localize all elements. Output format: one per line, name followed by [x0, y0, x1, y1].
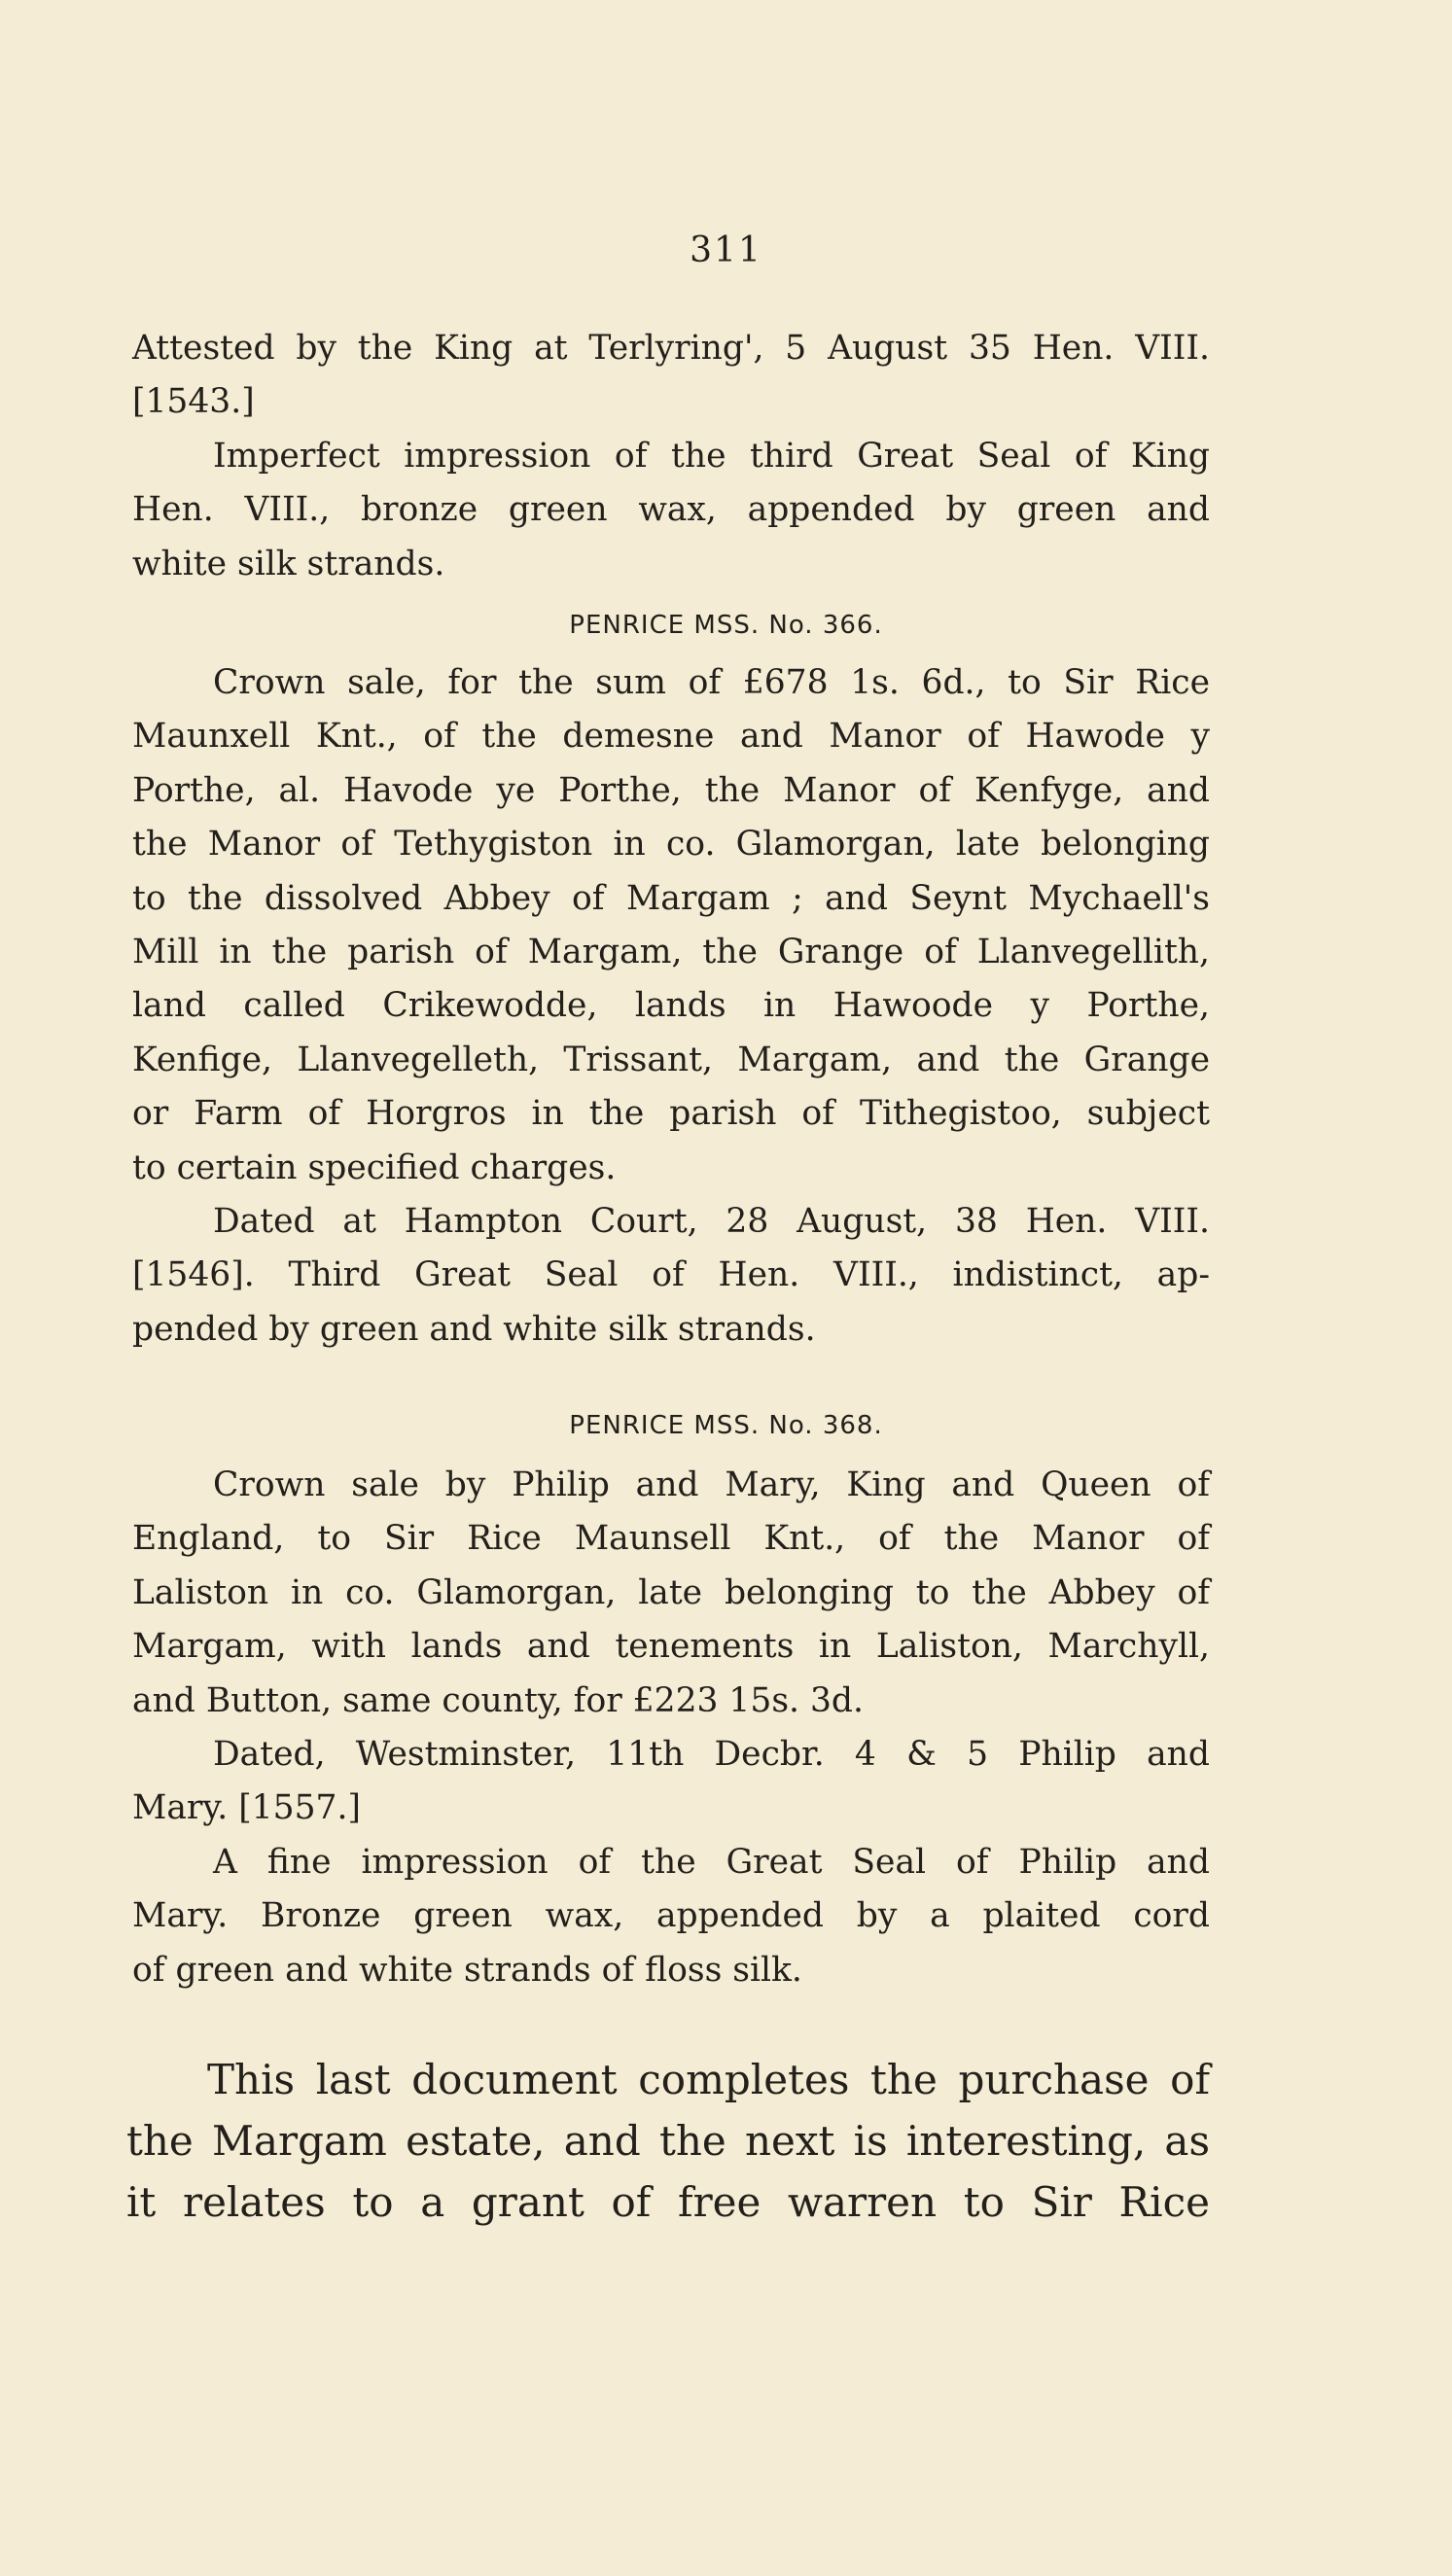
text-line: it relates to a grant of free warren to Sir Rice [126, 2178, 1210, 2226]
text-line: Attested by the King at Terlyring', 5 August 35 Hen. VIII. [132, 329, 1210, 368]
text-line: Kenfige, Llanvegelleth, Trissant, Margam, and the Grange [132, 1040, 1210, 1079]
text-line: the Manor of Tethygiston in co. Glamorgan, late belonging [132, 825, 1210, 865]
text-line: and Button, same county, for £223 15s. 3d. [132, 1680, 864, 1720]
text-line: Laliston in co. Glamorgan, late belonging to the Abbey of [132, 1572, 1210, 1612]
text-line: Imperfect impression of the third Great Seal of King [213, 436, 1210, 476]
text-line: Hen. VIII., bronze green wax, appended by green and [132, 490, 1210, 530]
text-line: land called Crikewodde, lands in Hawoode y Porthe, [132, 986, 1210, 1026]
text-line: to certain specified charges. [132, 1147, 617, 1187]
text-line: A fine impression of the Great Seal of Philip and [213, 1842, 1210, 1882]
text-line: Crown sale by Philip and Mary, King and Queen of [213, 1465, 1210, 1504]
page-number: 311 [690, 230, 762, 270]
text-line: Mary. Bronze green wax, appended by a plaited cord [132, 1896, 1210, 1936]
text-line: of green and white strands of floss silk. [132, 1950, 802, 1990]
text-line: Mill in the parish of Margam, the Grange of Llanvegellith, [132, 932, 1210, 971]
paragraph-crown-sale-366 [132, 656, 1210, 1357]
text-line: [1543.] [132, 382, 255, 422]
text-line: Porthe, al. Havode ye Porthe, the Manor of Kenfyge, and [132, 770, 1210, 810]
paragraph-attestation [132, 322, 1210, 591]
text-line: to the dissolved Abbey of Margam ; and Seynt Mychaell's [132, 878, 1210, 918]
text-line: or Farm of Horgros in the parish of Tithegistoo, subject [132, 1094, 1210, 1134]
text-line: Mary. [1557.] [132, 1788, 361, 1828]
text-line: Dated at Hampton Court, 28 August, 38 Hen. VIII. [213, 1201, 1210, 1241]
text-line: Crown sale, for the sum of £678 1s. 6d., to Sir Rice [213, 663, 1210, 702]
text-line: [1546]. Third Great Seal of Hen. VIII., indistinct, ap- [132, 1255, 1210, 1295]
text-line: pended by green and white silk strands. [132, 1309, 816, 1349]
section-heading: PENRICE MSS. No. 366. [569, 611, 883, 640]
text-line: Dated, Westminster, 11th Decbr. 4 & 5 Philip and [213, 1734, 1210, 1774]
closing-paragraph [126, 2049, 1210, 2233]
text-line: the Margam estate, and the next is interesting, as [126, 2117, 1210, 2165]
paragraph-crown-sale-368 [132, 1459, 1210, 1997]
text-line: Margam, with lands and tenements in Laliston, Marchyll, [132, 1627, 1210, 1667]
text-line: This last document completes the purchase of [207, 2056, 1210, 2103]
text-line: England, to Sir Rice Maunsell Knt., of the Manor of [132, 1519, 1210, 1559]
section-heading: PENRICE MSS. No. 368. [569, 1411, 883, 1440]
text-line: Maunxell Knt., of the demesne and Manor of Hawode y [132, 717, 1210, 757]
text-line: white silk strands. [132, 544, 445, 583]
